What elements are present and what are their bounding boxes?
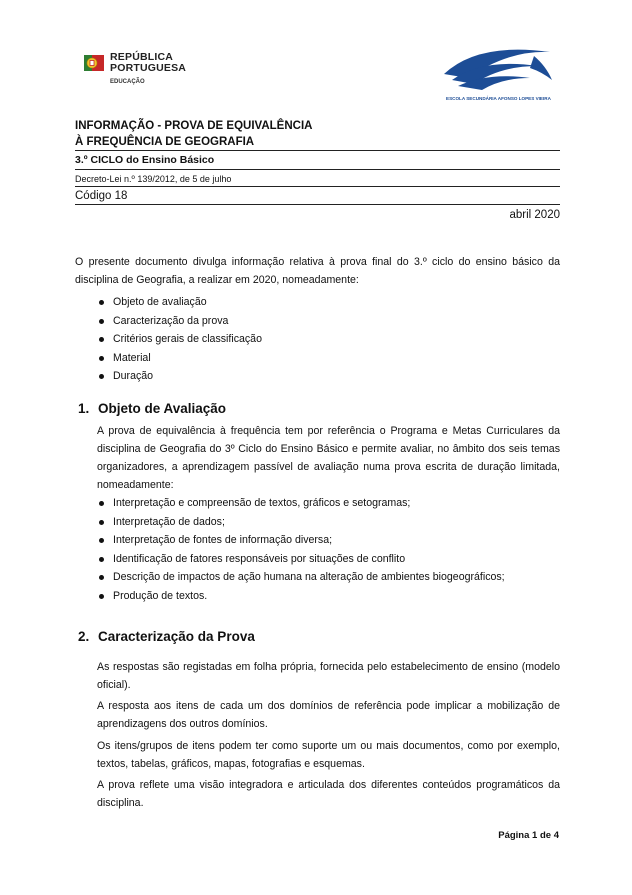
section-2-paragraph: A resposta aos itens de cada um dos domínios de referência pode implicar a mobilização de aprendizagens dos outros domínios. bbox=[97, 700, 560, 730]
list-item: Interpretação e compreensão de textos, gráficos e setogramas; bbox=[97, 494, 557, 513]
document-header bbox=[75, 118, 560, 223]
section-1-heading bbox=[78, 401, 226, 416]
decree-label: Decreto-Lei n.º 139/2012, de 5 de julho bbox=[75, 174, 232, 184]
list-item: Caracterização da prova bbox=[97, 312, 537, 331]
intro-paragraph: O presente documento divulga informação relativa à prova final do 3.º ciclo do ensino básico da disciplina de Geografia, a realizar em 2020, nomeadamente: bbox=[75, 256, 560, 286]
list-item: Descrição de impactos de ação humana na alteração de ambientes biogeográficos; bbox=[97, 568, 557, 587]
section-number: 1. bbox=[78, 401, 90, 416]
section-1-paragraph: A prova de equivalência à frequência tem por referência o Programa e Metas Curriculares da disciplina de Geografia do 3º Ciclo do Ensino Básico e permite avaliar, no âmbito dos seis temas organizadores, a aprendizagem passível de avaliação numa prova escrita de duração limitada, nomeadamente: bbox=[97, 425, 560, 491]
document-title-line1: INFORMAÇÃO - PROVA DE EQUIVALÊNCIA bbox=[75, 120, 313, 132]
cycle-label: 3.º CICLO do Ensino Básico bbox=[75, 154, 215, 166]
portugal-flag-emblem-icon bbox=[84, 52, 104, 74]
republic-subtitle: EDUCAÇÃO bbox=[110, 79, 145, 85]
of-label: de bbox=[539, 830, 552, 841]
list-item: Objeto de avaliação bbox=[97, 293, 537, 312]
school-emblem-icon bbox=[438, 44, 558, 104]
page-number-footer bbox=[498, 830, 559, 841]
section-2-paragraph: Os itens/grupos de itens podem ter como suporte um ou mais documentos, como por exemplo, textos, tabelas, gráficos, mapas, fotografias e esquemas. bbox=[97, 740, 560, 770]
section-2-heading bbox=[78, 629, 255, 644]
republic-name-line2: PORTUGUESA bbox=[110, 62, 187, 74]
page-number: 1 bbox=[532, 830, 538, 841]
list-item: Interpretação de fontes de informação diversa; bbox=[97, 531, 557, 550]
section-1-list bbox=[97, 494, 557, 605]
school-name-text: ESCOLA SECUNDÁRIA AFONSO LOPES VIEIRA bbox=[446, 96, 551, 101]
list-item: Identificação de fatores responsáveis por situações de conflito bbox=[97, 550, 557, 569]
intro-list bbox=[97, 293, 537, 386]
page-total: 4 bbox=[553, 830, 559, 841]
section-2-paragraph: A prova reflete uma visão integradora e articulada dos diferentes conteúdos programáticos da disciplina. bbox=[97, 779, 560, 809]
section-2-paragraph: As respostas são registadas em folha própria, fornecida pelo estabelecimento de ensino (modelo oficial). bbox=[97, 661, 560, 691]
document-date: abril 2020 bbox=[509, 209, 560, 221]
section-title: Caracterização da Prova bbox=[98, 629, 255, 644]
page-label: Página bbox=[498, 830, 530, 841]
republica-portuguesa-logo bbox=[84, 52, 186, 88]
republic-name-line1: REPÚBLICA bbox=[110, 51, 174, 63]
section-number: 2. bbox=[78, 629, 90, 644]
list-item: Duração bbox=[97, 367, 537, 386]
code-label: Código 18 bbox=[75, 190, 128, 202]
section-title: Objeto de Avaliação bbox=[98, 401, 227, 416]
list-item: Produção de textos. bbox=[97, 587, 557, 606]
list-item: Material bbox=[97, 349, 537, 368]
document-title-line2: À FREQUÊNCIA DE GEOGRAFIA bbox=[75, 136, 255, 148]
list-item: Interpretação de dados; bbox=[97, 513, 557, 532]
list-item: Critérios gerais de classificação bbox=[97, 330, 537, 349]
school-logo bbox=[438, 44, 558, 109]
